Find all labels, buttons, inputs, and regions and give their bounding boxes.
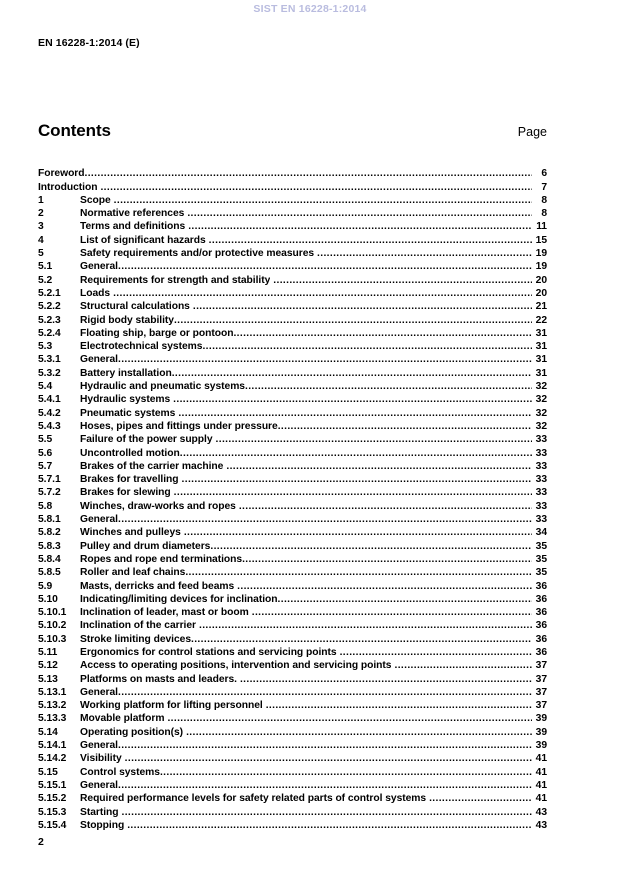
toc-entry-title: Hoses, pipes and fittings under pressure	[80, 420, 278, 432]
toc-leader-dots	[174, 315, 532, 325]
toc-entry-page-number: 33	[535, 460, 547, 472]
toc-entry-number: 4	[38, 234, 44, 246]
page-column-label: Page	[517, 125, 547, 139]
toc-entry-number: 5.10.1	[38, 607, 67, 619]
toc-entry[interactable]	[38, 764, 547, 777]
toc-entry-number: 5.2.3	[38, 314, 61, 326]
toc-entry[interactable]	[38, 379, 547, 392]
toc-entry-page-number: 37	[535, 673, 547, 685]
toc-leader-dots	[125, 754, 532, 764]
toc-leader-dots	[172, 368, 532, 378]
toc-entry-page-number: 31	[535, 341, 547, 353]
toc-leader-dots	[209, 235, 532, 245]
toc-entry[interactable]	[38, 525, 547, 538]
toc-leader-dots	[278, 595, 532, 605]
toc-entry-number: 5.15	[38, 766, 58, 778]
toc-entry-number: 5.4.2	[38, 407, 61, 419]
toc-entry-number: 5.15.3	[38, 806, 67, 818]
toc-entry[interactable]	[38, 432, 547, 445]
toc-entry-number: 5.4	[38, 381, 53, 393]
toc-entry[interactable]	[38, 552, 547, 565]
toc-entry-page-number: 36	[535, 646, 547, 658]
toc-entry[interactable]	[38, 818, 547, 831]
toc-entry[interactable]	[38, 538, 547, 551]
toc-entry-page-number: 37	[535, 660, 547, 672]
toc-entry-title: General	[80, 686, 118, 698]
toc-entry-page-number: 33	[535, 474, 547, 486]
toc-entry-number: 5.5	[38, 434, 53, 446]
toc-entry[interactable]	[38, 365, 547, 378]
toc-entry-number: 5.7.2	[38, 487, 61, 499]
toc-leader-dots	[127, 821, 532, 831]
toc-entry-number: 5.11	[38, 646, 58, 658]
toc-leader-dots	[239, 501, 532, 511]
toc-entry-page-number: 8	[541, 194, 547, 206]
toc-entry-title: Brakes for travelling	[80, 474, 179, 486]
toc-entry-number: 5.3.2	[38, 367, 61, 379]
toc-entry-title: Masts, derricks and feed beams	[80, 580, 235, 592]
toc-leader-dots	[193, 302, 532, 312]
toc-entry-title: Stopping	[80, 819, 125, 831]
toc-entry-title: Requirements for strength and stability	[80, 274, 271, 286]
toc-entry-number: 5.8.4	[38, 553, 61, 565]
toc-entry-page-number: 15	[535, 234, 547, 246]
toc-entry[interactable]	[38, 166, 547, 179]
toc-entry-title: Foreword	[38, 168, 85, 180]
toc-entry-page-number: 37	[535, 700, 547, 712]
toc-entry[interactable]	[38, 711, 547, 724]
toc-entry-page-number: 33	[535, 434, 547, 446]
toc-entry[interactable]	[38, 219, 547, 232]
toc-entry-number: 5.2	[38, 274, 53, 286]
toc-entry-title: Introduction	[38, 181, 98, 193]
toc-entry[interactable]	[38, 565, 547, 578]
toc-entry-page-number: 35	[535, 540, 547, 552]
toc-entry-number: 5.8.2	[38, 527, 61, 539]
toc-entry-number: 5.1	[38, 261, 53, 273]
toc-entry-title: Failure of the power supply	[80, 434, 213, 446]
toc-entry-number: 5.8	[38, 500, 53, 512]
toc-entry-title: Winches and pulleys	[80, 527, 181, 539]
toc-leader-dots	[233, 329, 532, 339]
toc-entry-title: Battery installation	[80, 367, 172, 379]
toc-entry-number: 5.2.2	[38, 301, 61, 313]
toc-entry[interactable]	[38, 179, 547, 192]
toc-entry-page-number: 32	[535, 381, 547, 393]
toc-leader-dots	[210, 541, 532, 551]
toc-entry[interactable]	[38, 738, 547, 751]
toc-entry[interactable]	[38, 658, 547, 671]
toc-entry[interactable]	[38, 512, 547, 525]
toc-leader-dots	[118, 262, 532, 272]
toc-entry-title: General	[80, 740, 118, 752]
toc-entry-page-number: 31	[535, 327, 547, 339]
toc-entry-title: Platforms on masts and leaders.	[80, 673, 237, 685]
toc-leader-dots	[186, 727, 532, 737]
toc-entry-number: 5.13.2	[38, 700, 67, 712]
toc-entry[interactable]	[38, 498, 547, 511]
toc-leader-dots	[187, 209, 532, 219]
toc-entry[interactable]	[38, 605, 547, 618]
running-head-standard-number: EN 16228-1:2014 (E)	[38, 37, 140, 49]
toc-entry-title: Operating position(s)	[80, 726, 184, 738]
toc-entry-number: 5.2.4	[38, 327, 61, 339]
toc-entry-page-number: 20	[535, 274, 547, 286]
toc-entry-number: 2	[38, 208, 44, 220]
toc-entry-number: 5	[38, 248, 44, 260]
toc-leader-dots	[185, 568, 532, 578]
toc-leader-dots	[202, 342, 532, 352]
toc-entry[interactable]	[38, 472, 547, 485]
toc-entry-number: 5.14.2	[38, 753, 67, 765]
toc-entry[interactable]	[38, 312, 547, 325]
toc-entry-page-number: 22	[535, 314, 547, 326]
toc-entry-title: Control systems	[80, 766, 160, 778]
toc-entry-page-number: 41	[535, 753, 547, 765]
toc-entry-title: Electrotechnical systems	[80, 341, 203, 353]
toc-entry[interactable]	[38, 671, 547, 684]
toc-entry-number: 5.8.1	[38, 514, 61, 526]
toc-entry-title: Required performance levels for safety related parts of control systems	[80, 793, 427, 805]
toc-leader-dots	[242, 555, 532, 565]
toc-leader-dots	[237, 581, 532, 591]
toc-leader-dots	[122, 807, 533, 817]
toc-entry-title: Pneumatic systems	[80, 407, 176, 419]
toc-leader-dots	[394, 661, 532, 671]
toc-entry[interactable]	[38, 299, 547, 312]
toc-entry-page-number: 39	[535, 726, 547, 738]
toc-entry-page-number: 21	[535, 301, 547, 313]
toc-entry-page-number: 43	[535, 806, 547, 818]
toc-entry-title: Hydraulic systems	[80, 394, 171, 406]
toc-entry[interactable]	[38, 326, 547, 339]
toc-entry[interactable]	[38, 259, 547, 272]
toc-entry[interactable]	[38, 392, 547, 405]
toc-leader-dots	[178, 408, 532, 418]
toc-leader-dots	[113, 289, 532, 299]
toc-entry-page-number: 37	[535, 686, 547, 698]
toc-entry-page-number: 41	[535, 793, 547, 805]
toc-leader-dots	[191, 634, 532, 644]
toc-entry[interactable]	[38, 405, 547, 418]
toc-entry-title: Winches, draw-works and ropes	[80, 500, 236, 512]
toc-entry-title: Access to operating positions, intervention and servicing points	[80, 660, 392, 672]
toc-entry-page-number: 31	[535, 354, 547, 366]
toc-entry-number: 1	[38, 194, 44, 206]
toc-entry[interactable]	[38, 724, 547, 737]
toc-leader-dots	[174, 488, 532, 498]
toc-entry-title: Scope	[80, 194, 111, 206]
toc-entry-number: 5.15.2	[38, 793, 67, 805]
toc-entry-page-number: 8	[541, 208, 547, 220]
toc-entry-title: Safety requirements and/or protective measures	[80, 248, 315, 260]
toc-entry-title: Indicating/limiting devices for inclination	[80, 593, 278, 605]
toc-entry-number: 5.13.1	[38, 686, 67, 698]
toc-entry-title: Working platform for lifting personnel	[80, 700, 263, 712]
toc-entry-page-number: 31	[535, 367, 547, 379]
toc-leader-dots	[118, 781, 532, 791]
toc-entry-title: List of significant hazards	[80, 234, 206, 246]
toc-entry-title: General	[80, 779, 118, 791]
toc-entry-page-number: 36	[535, 580, 547, 592]
toc-entry[interactable]	[38, 778, 547, 791]
toc-entry-page-number: 11	[536, 221, 547, 233]
toc-leader-dots	[278, 422, 532, 432]
toc-entry-page-number: 32	[535, 394, 547, 406]
toc-entry-title: Normative references	[80, 208, 185, 220]
toc-leader-dots	[188, 222, 532, 232]
toc-entry-title: Floating ship, barge or pontoon	[80, 327, 234, 339]
toc-entry[interactable]	[38, 751, 547, 764]
toc-entry-page-number: 36	[535, 593, 547, 605]
toc-entry-page-number: 39	[535, 740, 547, 752]
toc-entry[interactable]	[38, 352, 547, 365]
toc-entry-page-number: 34	[535, 527, 547, 539]
toc-entry[interactable]	[38, 592, 547, 605]
toc-entry[interactable]	[38, 206, 547, 219]
toc-leader-dots	[340, 648, 532, 658]
toc-entry[interactable]	[38, 631, 547, 644]
toc-entry[interactable]	[38, 618, 547, 631]
toc-leader-dots	[273, 275, 532, 285]
toc-entry-page-number: 36	[535, 620, 547, 632]
toc-entry-title: Hydraulic and pneumatic systems	[80, 381, 245, 393]
toc-leader-dots	[118, 741, 532, 751]
toc-leader-dots	[226, 462, 532, 472]
toc-entry-number: 5.7	[38, 460, 53, 472]
toc-leader-dots	[317, 249, 532, 259]
toc-entry-page-number: 33	[535, 447, 547, 459]
toc-entry-number: 5.10	[38, 593, 58, 605]
toc-entry-number: 5.6	[38, 447, 53, 459]
toc-entry-number: 5.10.3	[38, 633, 67, 645]
toc-leader-dots	[199, 621, 532, 631]
toc-entry-number: 5.4.3	[38, 420, 61, 432]
toc-entry-page-number: 39	[535, 713, 547, 725]
toc-leader-dots	[118, 515, 532, 525]
toc-entry[interactable]	[38, 685, 547, 698]
toc-leader-dots	[118, 355, 532, 365]
toc-entry[interactable]	[38, 272, 547, 285]
toc-leader-dots	[252, 608, 532, 618]
toc-entry-title: Inclination of the carrier	[80, 620, 196, 632]
toc-entry-page-number: 20	[535, 287, 547, 299]
toc-entry-page-number: 41	[535, 779, 547, 791]
toc-entry-title: Loads	[80, 287, 111, 299]
toc-leader-dots	[184, 528, 532, 538]
toc-entry-number: 5.8.3	[38, 540, 61, 552]
toc-entry-number: 5.15.4	[38, 819, 67, 831]
toc-entry-number: 5.14.1	[38, 740, 67, 752]
toc-leader-dots	[429, 794, 532, 804]
toc-entry-title: Brakes for slewing	[80, 487, 171, 499]
toc-entry[interactable]	[38, 193, 547, 206]
page-folio-number: 2	[38, 836, 44, 848]
toc-entry-title: General	[80, 354, 118, 366]
toc-entry-page-number: 33	[535, 500, 547, 512]
toc-leader-dots	[182, 475, 532, 485]
toc-entry[interactable]	[38, 698, 547, 711]
toc-entry-number: 5.12	[38, 660, 58, 672]
toc-entry-number: 5.3.1	[38, 354, 61, 366]
table-of-contents	[38, 166, 547, 831]
toc-entry[interactable]	[38, 645, 547, 658]
toc-entry-title: General	[80, 514, 118, 526]
toc-entry[interactable]	[38, 339, 547, 352]
toc-entry[interactable]	[38, 232, 547, 245]
toc-entry-number: 5.8.5	[38, 567, 61, 579]
toc-entry-title: Brakes of the carrier machine	[80, 460, 224, 472]
toc-entry-title: Terms and definitions	[80, 221, 186, 233]
toc-entry[interactable]	[38, 445, 547, 458]
toc-entry-page-number: 32	[535, 407, 547, 419]
toc-leader-dots	[85, 169, 532, 179]
toc-entry[interactable]	[38, 286, 547, 299]
toc-leader-dots	[266, 701, 532, 711]
toc-entry-number: 5.13.3	[38, 713, 67, 725]
toc-entry-title: Ropes and rope end terminations	[80, 553, 243, 565]
toc-entry-page-number: 35	[535, 567, 547, 579]
toc-entry-page-number: 6	[541, 168, 547, 180]
toc-leader-dots	[173, 395, 532, 405]
toc-entry-number: 5.14	[38, 726, 58, 738]
toc-entry-number: 5.7.1	[38, 474, 61, 486]
toc-leader-dots	[245, 382, 532, 392]
toc-entry-number: 5.9	[38, 580, 53, 592]
toc-entry-page-number: 7	[541, 181, 547, 193]
toc-entry-page-number: 43	[535, 819, 547, 831]
toc-entry-title: Inclination of leader, mast or boom	[80, 607, 249, 619]
toc-entry[interactable]	[38, 485, 547, 498]
toc-entry-page-number: 41	[535, 766, 547, 778]
toc-entry[interactable]	[38, 246, 547, 259]
toc-leader-dots	[216, 435, 532, 445]
toc-entry-page-number: 19	[535, 261, 547, 273]
toc-entry[interactable]	[38, 804, 547, 817]
toc-entry-title: Stroke limiting devices	[80, 633, 192, 645]
toc-entry-title: Pulley and drum diameters	[80, 540, 211, 552]
toc-entry-page-number: 19	[535, 248, 547, 260]
toc-entry-number: 5.3	[38, 341, 53, 353]
toc-entry-page-number: 33	[535, 514, 547, 526]
page-title: Contents	[38, 121, 111, 140]
toc-entry-title: Rigid body stability	[80, 314, 174, 326]
toc-entry-title: Uncontrolled motion	[80, 447, 180, 459]
toc-entry-page-number: 36	[535, 633, 547, 645]
toc-entry-title: General	[80, 261, 118, 273]
toc-entry[interactable]	[38, 791, 547, 804]
toc-entry-page-number: 35	[535, 553, 547, 565]
toc-leader-dots	[160, 767, 532, 777]
toc-entry-number: 5.15.1	[38, 779, 67, 791]
toc-leader-dots	[180, 448, 532, 458]
toc-entry-title: Visibility	[80, 753, 122, 765]
watermark-standard-id: SIST EN 16228-1:2014	[253, 3, 367, 15]
toc-entry-page-number: 32	[535, 420, 547, 432]
toc-entry-title: Structural calculations	[80, 301, 190, 313]
toc-entry-number: 3	[38, 221, 44, 233]
toc-entry-title: Ergonomics for control stations and servicing points	[80, 646, 337, 658]
toc-entry[interactable]	[38, 578, 547, 591]
toc-entry-title: Movable platform	[80, 713, 165, 725]
toc-entry-number: 5.2.1	[38, 287, 61, 299]
toc-leader-dots	[114, 196, 532, 206]
toc-entry-number: 5.4.1	[38, 394, 61, 406]
toc-entry-page-number: 36	[535, 607, 547, 619]
toc-entry[interactable]	[38, 419, 547, 432]
toc-leader-dots	[167, 714, 532, 724]
toc-leader-dots	[100, 182, 532, 192]
toc-entry-number: 5.13	[38, 673, 58, 685]
toc-entry[interactable]	[38, 459, 547, 472]
toc-leader-dots	[118, 688, 532, 698]
toc-entry-number: 5.10.2	[38, 620, 67, 632]
toc-leader-dots	[240, 674, 532, 684]
contents-heading-row	[38, 121, 547, 141]
toc-entry-title: Starting	[80, 806, 119, 818]
toc-entry-title: Roller and leaf chains	[80, 567, 186, 579]
toc-entry-page-number: 33	[535, 487, 547, 499]
